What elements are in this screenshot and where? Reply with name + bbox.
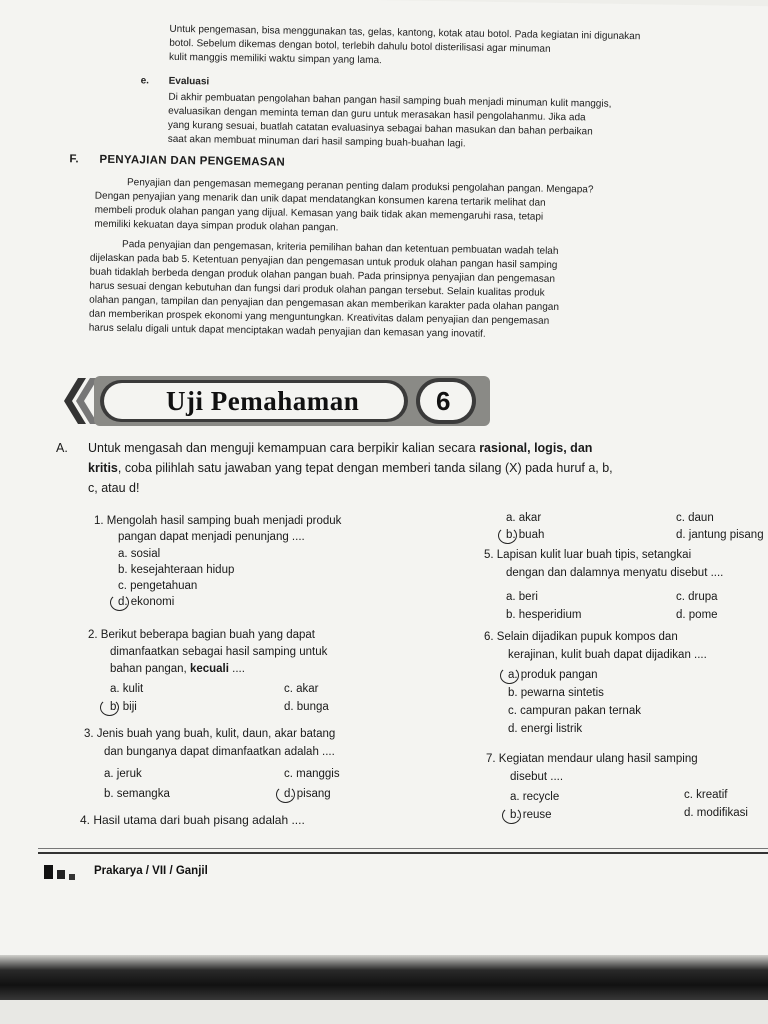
top-line-1: Untuk pengemasan, bisa menggunakan tas, gelas, kantong, kotak atau botol. Pada kegiatan ini digunakan (169, 23, 641, 43)
q4-option-c[interactable]: c. daun (676, 512, 714, 524)
footer-squares-icon (44, 862, 88, 889)
evaluasi-line-3: yang kurang sesuai, buatlah catatan evaluasinya sebagai bahan masukan dan bahan perbaikan (167, 119, 593, 138)
q2-option-a[interactable]: a. kulit (110, 683, 144, 695)
q3-option-d[interactable]: d. pisang (284, 788, 331, 800)
q1-option-b[interactable]: b. kesejahteraan hidup (118, 564, 235, 576)
q1-option-c[interactable]: c. pengetahuan (118, 580, 198, 592)
para1-line-1: Penyajian dan pengemasan memegang peranan penting dalam produksi pengolahan pangan. Mengapa? (126, 177, 594, 196)
q4-option-b[interactable]: b. buah (506, 529, 545, 541)
q3-stem-1: 3. Jenis buah yang buah, kulit, daun, akar batang (84, 728, 336, 740)
q3-option-b[interactable]: b. semangka (104, 788, 170, 800)
para2-line-3: buah tidaklah berbeda dengan produk olahan pangan buah. Pada prinsipnya penyajian dan pengemasan (89, 266, 556, 285)
background-surface (0, 1000, 768, 1024)
q7-option-d[interactable]: d. modifikasi (684, 807, 748, 819)
instruction-line-2 (88, 458, 613, 478)
q6-option-d[interactable]: d. energi listrik (508, 723, 583, 735)
q4-option-d[interactable]: d. jantung pisang (676, 529, 764, 541)
para2-line-5: olahan pangan, tampilan dan penyajian dan pengemasan akan memberikan karakter pada olahan pangan (89, 294, 560, 313)
q7-answer-mark (502, 807, 521, 824)
evaluasi-line-2: evaluasikan dengan meminta teman dan guru untuk merasakan hasil pengolahanmu. Jika ada (168, 105, 586, 124)
q1-stem-1: 1. Mengolah hasil samping buah menjadi produk (94, 515, 342, 527)
q2-stem-2: dimanfaatkan sebagai hasil samping untuk (110, 646, 328, 658)
para1-line-4: memiliki kekuatan daya simpan produk olahan pangan. (94, 218, 339, 234)
q6-stem-1: 6. Selain dijadikan pupuk kompos dan (484, 631, 678, 643)
q5-option-c[interactable]: c. drupa (676, 591, 718, 603)
q3-option-a[interactable]: a. jeruk (104, 768, 142, 780)
footer-rule (38, 852, 768, 854)
uji-pemahaman-banner (60, 372, 490, 430)
para2-line-6: dan memberikan prospek ekonomi yang menguntungkan. Kreativitas dalam penyajian dan pengemasan (88, 308, 550, 327)
q1-option-a[interactable]: a. sosial (118, 548, 161, 560)
instruction-line-1b: rasional, logis, dan (479, 441, 593, 455)
instruction-line-1a: Untuk mengasah dan menguji kemampuan cara berpikir kalian secara (88, 441, 480, 455)
q1-answer-mark (110, 594, 129, 611)
q2-stem-1: 2. Berikut beberapa bagian buah yang dapat (88, 629, 315, 641)
q3-answer-mark (276, 786, 295, 803)
q2-stem-except: kecuali (189, 663, 229, 675)
q5-stem-1: 5. Lapisan kulit luar buah tipis, setangkai (484, 549, 692, 561)
q2-option-c[interactable]: c. akar (284, 683, 319, 695)
q7-stem-2: disebut .... (510, 771, 564, 783)
para2-line-2: dijelaskan pada bab 5. Ketentuan penyajian dan pengemasan untuk produk olahan pangan hasil samping (89, 252, 558, 271)
q1-option-d[interactable]: d. ekonomi (118, 596, 175, 608)
q2-answer-mark (100, 699, 119, 716)
q2-option-b[interactable]: b. biji (110, 701, 137, 713)
instruction-line-2a: kritis (88, 461, 118, 475)
instruction-line-1 (88, 438, 592, 458)
q2-stem-3a: bahan pangan, (110, 663, 190, 675)
evaluasi-title: Evaluasi (168, 75, 210, 88)
q5-stem-2: dengan dan dalamnya menyatu disebut .... (506, 567, 724, 579)
q4-answer-mark (498, 527, 517, 544)
q5-option-d[interactable]: d. pome (676, 609, 718, 621)
evaluasi-line-4: saat akan membuat minuman dari hasil samping buah-buahan lagi. (167, 133, 466, 150)
q6-option-c[interactable]: c. campuran pakan ternak (508, 705, 641, 717)
section-f-letter: F. (69, 153, 80, 166)
q7-option-b[interactable]: b. reuse (510, 809, 552, 821)
q6-stem-2: kerajinan, kulit buah dapat dijadikan .... (508, 649, 707, 661)
q4-stem-1: 4. Hasil utama dari buah pisang adalah .... (80, 813, 305, 827)
q6-option-b[interactable]: b. pewarna sintetis (508, 687, 604, 699)
book-edge-shadow (0, 955, 768, 1005)
top-line-3: kulit manggis memiliki waktu simpan yang lama. (168, 51, 382, 67)
evaluasi-line-1: Di akhir pembuatan pengolahan bahan pangan hasil samping buah menjadi minuman kulit manggis, (168, 91, 612, 110)
instruction-marker: A. (56, 441, 68, 455)
q2-option-d[interactable]: d. bunga (284, 701, 329, 713)
para1-line-2: Dengan penyajian yang menarik dan unik dapat mendatangkan konsumen karena tertarik melihat dan (94, 190, 546, 209)
q4-option-a[interactable]: a. akar (506, 512, 542, 524)
instruction-line-2b: , coba pilihlah satu jawaban yang tepat dengan memberi tanda silang (X) pada huruf a, b, (117, 461, 613, 475)
q5-option-a[interactable]: a. beri (506, 591, 538, 603)
q3-option-c[interactable]: c. manggis (284, 768, 340, 780)
evaluasi-marker: e. (140, 75, 150, 87)
para2-line-4: harus sesuai dengan kebutuhan dan fungsi dari produk olahan pangan tersebut. Selain kualitas produk (89, 280, 545, 299)
q2-stem-3 (110, 662, 245, 677)
footer-rule-thin (38, 848, 768, 849)
footer-text: Prakarya / VII / Ganjil (94, 865, 208, 877)
q6-option-a[interactable]: a. produk pangan (508, 669, 598, 681)
q7-option-c[interactable]: c. kreatif (684, 789, 728, 801)
para2-line-7: harus selalu digali untuk dapat menciptakan wadah penyajian dan kemasan yang inovatif. (88, 322, 486, 340)
q1-stem-2: pangan dapat menjadi penunjang .... (118, 531, 305, 543)
banner-number: 6 (436, 386, 451, 416)
q7-stem-1: 7. Kegiatan mendaur ulang hasil samping (486, 753, 698, 765)
q6-answer-mark (500, 667, 519, 684)
q5-option-b[interactable]: b. hesperidium (506, 609, 582, 621)
q3-stem-2: dan bunganya dapat dimanfaatkan adalah .... (104, 746, 335, 758)
banner-title: Uji Pemahaman (166, 386, 360, 416)
section-f-heading (69, 153, 285, 168)
top-line-2: botol. Sebelum dikemas dengan botol, terlebih dahulu botol disterilisasi agar minuman (169, 37, 551, 55)
q7-option-a[interactable]: a. recycle (510, 791, 560, 803)
para1-line-3: membeli produk olahan pangan yang dijual. Kemasan yang baik tidak akan memengaruhi rasa, tetapi (94, 204, 544, 223)
section-f-title: PENYAJIAN DAN PENGEMASAN (99, 153, 286, 169)
q2-stem-tail: .... (228, 663, 245, 675)
para2-line-1: Pada penyajian dan pengemasan, kriteria pemilihan bahan dan ketentuan pembuatan wadah telah (121, 239, 559, 257)
instruction-line-3: c, atau d! (88, 481, 140, 495)
